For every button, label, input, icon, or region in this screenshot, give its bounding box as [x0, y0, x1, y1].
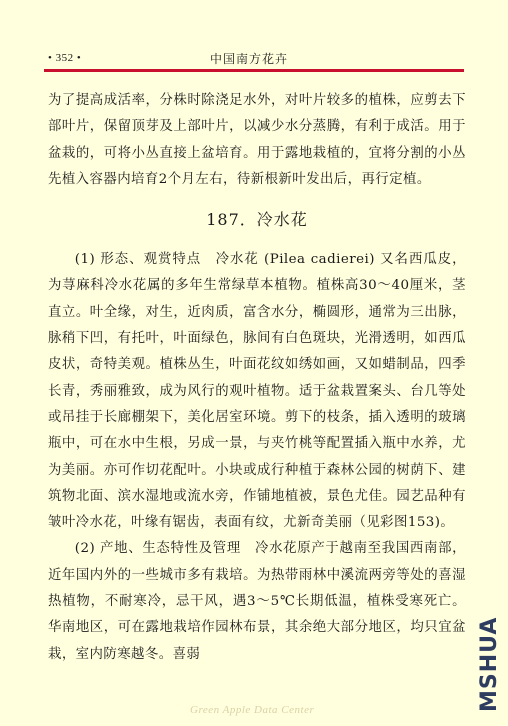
- paragraph-origin-ecology: (2) 产地、生态特性及管理 冷水花原产于越南至我国西南部，近年国内外的一些城市多有栽培。为热带雨林中溪流两旁等处的喜湿热植物，不耐寒冷，忌干风，遇3～5℃长期低温，植株受寒死亡。华南地区，可在露地栽培作园林布景，其余绝大部分地区，均只宜盆栽，室内防寒越冬。喜弱: [48, 541, 466, 662]
- header-divider: [44, 69, 464, 72]
- side-watermark: MSHUA: [477, 616, 502, 712]
- page-header: [48, 50, 460, 70]
- page-number: • 352 •: [48, 52, 82, 64]
- paragraph-morphology: (1) 形态、观赏特点 冷水花 (Pilea cadierei) 又名西瓜皮，为荨麻科冷水花属的多年生常绿草本植物。植株高30～40厘米，茎直立。叶全缘，对生，近肉质，富含水分，椭圆形，通常为三出脉，脉稍下凹，有托叶，叶面绿色，脉间有白色斑块，光滑透明，如西瓜皮状，奇特美观。植株丛生，叶面花纹如绣如画，又如蜡制品，四季长青，秀丽雅致，成为风行的观叶植物。适于盆栽置案头、台几等处或吊挂于长廊棚架下，美化居室环境。剪下的枝条，插入透明的玻璃瓶中，可在水中生根，另成一景，与夹竹桃等配置插入瓶中水养，尤为美丽。亦可作切花配叶。小块或成行种植于森林公园的树荫下、建筑物北面、滨水湿地或流水旁，作铺地植被，景色尤佳。园艺品种有皱叶冷水花，叶缘有锯齿，表面有纹，尤新奇美丽（见彩图153)。: [48, 252, 466, 531]
- section-title: 187．冷水花: [206, 210, 308, 230]
- document-body: [48, 88, 466, 668]
- bottom-watermark: Green Apple Data Center: [190, 704, 315, 716]
- paragraph-propagation: 为了提高成活率，分株时除浇足水外，对叶片较多的植株，应剪去下部叶片，保留顶芽及上部叶片，以减少水分蒸腾，有利于成活。用于盆栽的，可将小丛直接上盆培育。用于露地栽植的，宜将分割的小丛先植入容器内培育2个月左右，待新根新叶发出后，再行定植。: [48, 93, 466, 187]
- book-title: 中国南方花卉: [210, 52, 289, 66]
